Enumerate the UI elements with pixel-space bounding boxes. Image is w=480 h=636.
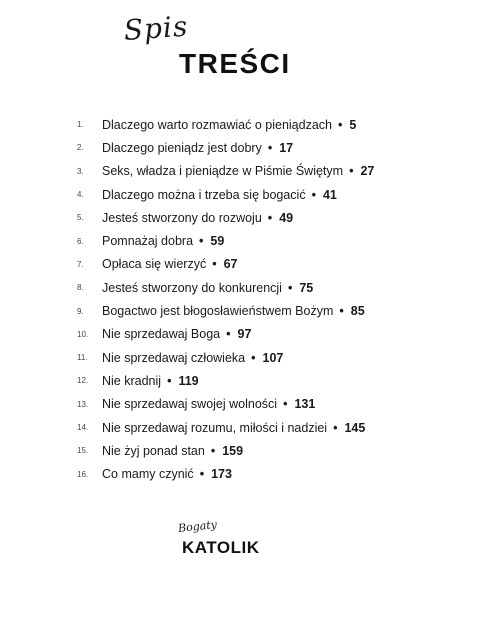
toc-entry[interactable] xyxy=(0,206,480,229)
chapter-title: Dlaczego warto rozmawiać o pieniądzach xyxy=(102,117,332,132)
separator-dot: • xyxy=(167,373,172,388)
page-number: 107 xyxy=(262,350,284,365)
toc-entry[interactable] xyxy=(0,183,480,206)
page-number: 145 xyxy=(344,420,366,435)
page-number: 97 xyxy=(237,327,252,342)
toc-entry[interactable] xyxy=(0,323,480,346)
page-number: 159 xyxy=(222,443,244,458)
chapter-number: 4. xyxy=(77,190,84,200)
chapter-number: 11. xyxy=(77,353,88,363)
chapter-number: 7. xyxy=(77,259,84,269)
page-number: 67 xyxy=(223,257,238,272)
chapter-title: Nie sprzedawaj człowieka xyxy=(102,350,246,365)
toc-entry[interactable] xyxy=(0,369,480,392)
separator-dot: • xyxy=(267,140,273,155)
chapter-title: Jesteś stworzony do konkurencji xyxy=(102,280,282,295)
heading-title: TREŚCI xyxy=(179,48,291,79)
chapter-number: 1. xyxy=(77,120,84,130)
separator-dot: • xyxy=(251,350,256,365)
separator-dot: • xyxy=(283,397,288,412)
chapter-number: 10. xyxy=(77,329,89,339)
chapter-number: 14. xyxy=(77,423,89,432)
separator-dot: • xyxy=(210,443,216,458)
chapter-number: 16. xyxy=(77,469,89,479)
separator-dot: • xyxy=(349,164,354,179)
chapter-title: Jesteś stworzony do rozwoju xyxy=(102,210,262,225)
chapter-number: 13. xyxy=(77,399,89,409)
page-number: 75 xyxy=(299,280,314,295)
separator-dot: • xyxy=(333,420,338,435)
page-number: 49 xyxy=(279,210,294,225)
chapter-number: 8. xyxy=(77,283,84,293)
toc-entry[interactable] xyxy=(0,136,480,159)
chapter-number: 2. xyxy=(77,143,84,153)
chapter-number: 9. xyxy=(77,306,84,316)
chapter-title: Nie żyj ponad stan xyxy=(102,443,205,458)
publisher-logo xyxy=(176,517,266,565)
chapter-number: 15. xyxy=(77,446,89,456)
chapter-title: Opłaca się wierzyć xyxy=(102,257,207,272)
chapter-title: Dlaczego można i trzeba się bogacić xyxy=(102,187,306,202)
logo-script: Bogaty xyxy=(177,517,218,536)
chapter-title: Seks, władza i pieniądze w Piśmie Świętym xyxy=(102,164,344,179)
chapter-title: Pomnażaj dobra xyxy=(102,234,194,249)
toc-heading xyxy=(122,9,295,84)
toc-entry[interactable] xyxy=(0,462,480,485)
separator-dot: • xyxy=(287,280,293,295)
page-number: 59 xyxy=(210,234,225,249)
separator-dot: • xyxy=(311,187,316,202)
separator-dot: • xyxy=(337,117,343,132)
separator-dot: • xyxy=(212,257,217,272)
toc-entry[interactable] xyxy=(0,160,480,183)
chapter-number: 12. xyxy=(77,376,89,386)
toc-entry[interactable] xyxy=(0,253,480,276)
chapter-number: 5. xyxy=(77,213,84,223)
toc-entry[interactable] xyxy=(0,346,480,369)
page-number: 5 xyxy=(349,117,357,132)
separator-dot: • xyxy=(267,210,273,225)
page-number: 41 xyxy=(322,187,337,202)
page-number: 85 xyxy=(350,304,365,319)
chapter-title: Nie sprzedawaj Boga xyxy=(102,327,221,342)
chapter-number: 3. xyxy=(77,166,84,176)
toc-entry[interactable] xyxy=(0,299,480,322)
chapter-title: Nie kradnij xyxy=(102,373,162,388)
toc-entry[interactable] xyxy=(0,276,480,299)
separator-dot: • xyxy=(226,327,231,342)
toc-entry[interactable] xyxy=(0,416,480,439)
page-number: 131 xyxy=(294,397,316,412)
toc-entry[interactable] xyxy=(0,393,480,416)
separator-dot: • xyxy=(339,304,344,319)
page-number: 173 xyxy=(211,467,232,482)
separator-dot: • xyxy=(199,467,205,482)
chapter-title: Co mamy czynić xyxy=(102,467,194,482)
table-of-contents xyxy=(0,113,480,486)
logo-brand: KATOLIK xyxy=(182,538,260,557)
separator-dot: • xyxy=(199,234,204,249)
chapter-title: Nie sprzedawaj swojej wolności xyxy=(102,397,278,412)
toc-entry[interactable] xyxy=(0,113,480,136)
chapter-title: Dlaczego pieniądz jest dobry xyxy=(102,140,262,155)
chapter-title: Nie sprzedawaj rozumu, miłości i nadziei xyxy=(102,420,328,435)
page-number: 27 xyxy=(360,164,375,179)
toc-entry[interactable] xyxy=(0,439,480,462)
chapter-number: 6. xyxy=(77,236,84,246)
page-number: 119 xyxy=(178,373,199,388)
heading-script: Spis xyxy=(122,9,190,47)
chapter-title: Bogactwo jest błogosławieństwem Bożym xyxy=(102,304,334,319)
page-number: 17 xyxy=(279,140,294,155)
toc-entry[interactable] xyxy=(0,229,480,252)
